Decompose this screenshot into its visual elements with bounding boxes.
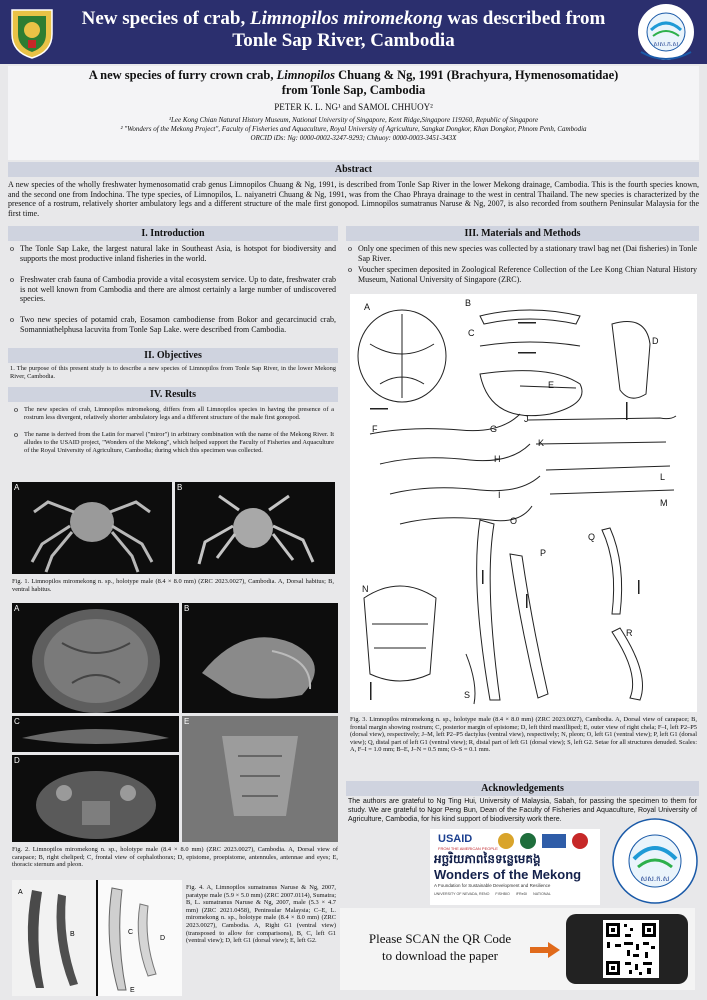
phone-frame	[566, 914, 688, 984]
fig2-photo-sternum: E	[182, 716, 338, 842]
fig3-caption: Fig. 3. Limnopilos miromekong n. sp., holotype male (8.4 × 8.0 mm) (ZRC 2023.0027), Cambodia. A, Dorsal view of carapace; B, frontal margin showing rostrum; C, posterior margin of epistome; D, left third maxilliped; E, outer view of right chela; F–I, left P2–P5 (dorsal view), respectively; J–M, left P2–P5 dactylus (ventral view), respectively; N, pleon; O, left G1 (ventral view); P, left G1 (dorsal view); Q, distal part of left G1 (ventral view); R, distal part of left G1 (dorsal view); S, left G2. Setae for all structures denuded. Scales: A, F–I = 1.0 mm; B–E, J–N = 0.5 mm; O–S = 0.1 mm.	[350, 716, 697, 754]
fig2-photo-cephalothorax: C	[12, 716, 179, 752]
fig3-label: Q	[588, 532, 596, 542]
svg-text:A: A	[18, 889, 23, 896]
fig1-photo-ventral: B	[175, 482, 335, 574]
crab-ventral-image	[175, 482, 335, 574]
fig3-label: N	[362, 584, 369, 594]
fig3-label: E	[548, 380, 555, 390]
methods-item: o Only one specimen of this new species was collected by a stationary trawl bag net (Dai fisheries) in Tonle Sap River.	[348, 244, 697, 263]
university-crest-icon	[6, 4, 58, 60]
acknowledgements-heading: Acknowledgements	[346, 781, 699, 796]
fig3-label: O	[510, 516, 518, 526]
intro-item: o The Tonle Sap Lake, the largest natural lake in Southeast Asia, is hotspot for biodiversity and supports the most productive inland fisheries in the world.	[10, 244, 336, 263]
fig3-label: I	[498, 490, 501, 500]
fig2-photo-cheliped: B	[182, 603, 338, 713]
svg-text:E: E	[130, 987, 135, 994]
objectives-heading: II. Objectives	[8, 348, 338, 363]
carapace-image	[12, 603, 179, 713]
qr-code-icon[interactable]	[603, 920, 659, 978]
sponsor-logos	[430, 829, 600, 905]
results-item: o The new species of crab, Limnopilos miromekong, differs from all Limnopilos species in having the presence of a rostrum less divergent, relatively shorter ambulatory legs and a different structure of the male first gonopod.	[14, 406, 334, 422]
fig3-label: B	[465, 298, 472, 308]
intro-item: o Two new species of potamid crab, Eosamon cambodiense from Bokor and gecarcinucid crab, Somanniathelphusa lacuvita from Tonle Sap Lake. were described from Cambodia.	[10, 315, 336, 334]
sternum-image	[182, 716, 338, 842]
fig3-label: G	[490, 424, 498, 434]
usaid-tagline: FROM THE AMERICAN PEOPLE	[438, 846, 498, 851]
fig3-label: H	[494, 454, 501, 464]
fig3-label: J	[524, 414, 529, 424]
fig4-caption: Fig. 4. A, Limnopilos sumatranus Naruse & Ng, 2007, paratype male (5.9 × 5.0 mm) (ZRC 2007.0114), Sumatra; B, L. sumatranus Naruse & Ng, 2007, male (5.3 × 4.7 mm) (ZRC 2021.0458), Peninsular Malaysia; C–E, L. miromekong n. sp., holotype male (8.4 × 8.0 mm) (ZRC 2023.0027), Cambodia. A, Right G1 (ventral view) (transposed to allow for comparisons), B, C, left G1 (ventral view); D, left G1 (dorsal view); E, left G2.	[186, 884, 336, 945]
title-banner	[0, 0, 707, 64]
cheliped-image	[182, 603, 338, 713]
abstract-heading: Abstract	[8, 162, 699, 177]
usaid-logo: USAID	[438, 833, 473, 845]
authors: PETER K. L. NG¹ and SAMOL CHHUOY²	[274, 102, 433, 112]
results-heading: IV. Results	[8, 387, 338, 402]
qr-download-panel	[340, 908, 695, 990]
fig3-label: S	[464, 690, 471, 700]
partner-names: UNIVERSITY OF NEVADA, RENO FISHBIO IFReDI NATIONAL	[434, 892, 551, 896]
partner-seals-icon	[494, 831, 594, 851]
affiliations: ¹Lee Kong Chian Natural History Museum, National University of Singapore, Kent Ridge,Singapore 119260, Republic of Singapore ² "Wonders of the Mekong Project", Faculty of Fisheries and Aquaculture, Royal University of Agriculture, Sangkat Dongkor, Khan Dongkor, Phnom Penh, Cambodia ORCID iDs: Ng: 0000-0002-3247-9293; Chhuoy: 0000-0003-3451-343X	[120, 116, 587, 142]
paper-header	[8, 66, 699, 160]
fig3-label: A	[364, 302, 371, 312]
paper-subtitle: A new species of furry crown crab, Limnopilos Chuang & Ng, 1991 (Brachyura, Hymenosomatidae) from Tonle Sap, Cambodia	[88, 68, 619, 97]
fig2-photo-carapace: A	[12, 603, 179, 713]
fig3-label: M	[660, 498, 668, 508]
wonders-logo: Wonders of the Mekong	[434, 867, 582, 882]
fig1-caption: Fig. 1. Limnopilos miromekong n. sp., holotype male (8.4 × 8.0 mm) (ZRC 2023.0027), Cambodia. A, Dorsal habitus; B, ventral habitus.	[12, 578, 334, 593]
svg-text:B: B	[70, 931, 75, 938]
khmer-title: អច្ឆរិយភាពនៃទន្លេមេគង្គ	[434, 852, 541, 866]
svg-text:សស.ក.ស: សស.ក.ស	[653, 41, 679, 48]
crab-dorsal-image	[12, 482, 172, 574]
gonopods-image	[12, 880, 182, 996]
qr-instruction: Please SCAN the QR Code to download the paper	[368, 931, 512, 963]
cephalothorax-image	[12, 716, 179, 752]
fig3-label: D	[652, 336, 659, 346]
introduction-heading: I. Introduction	[8, 226, 338, 241]
methods-heading: III. Materials and Methods	[346, 226, 699, 241]
fig3-label: F	[372, 424, 378, 434]
epistome-image	[12, 755, 179, 842]
fig3-label: C	[468, 328, 475, 338]
fig3-label: L	[660, 472, 666, 482]
crab-anatomy-drawings	[350, 294, 697, 712]
poster-title: New species of crab, Limnopilos miromekong was described from Tonle Sap River, Cambodia	[81, 8, 606, 51]
results-item: o The name is derived from the Latin for marvel ("miror") in arbitrary combination with the name of the Mekong River. It alludes to the USAID project, "Wonders of the Mekong", which helped support the Faculty of Fisheries and Aquaculture of the Royal University of Agriculture, Cambodia; during which this specimen was collected.	[14, 431, 334, 455]
svg-text:C: C	[128, 929, 134, 936]
fig3-label: K	[538, 438, 545, 448]
abstract-text: A new species of the wholly freshwater hymenosomatid crab genus Limnopilos Chuang & Ng, 1991, is described from Tonle Sap River in the lower Mekong drainage, Cambodia. This is the fourth species known, and the second one from Indochina. The type species, of Limnopilos, L. naiyanetri Chuang & Ng, 1991, was from the Chao Phraya drainage to the west in central Thailand. The new species is characterized by the presence of a rostrum, relatively shorter ambulatory legs and a different structure of the male first gonopod. Limnopilos sumatranus Naruse & Ng, 2007, is also recorded from southern Peninsular Malaysia for the first time.	[8, 180, 699, 218]
arrow-right-icon	[530, 942, 560, 958]
svg-text:D: D	[160, 935, 166, 942]
fig3-line-drawings	[350, 294, 697, 712]
faculty-fisheries-logo-icon	[631, 2, 701, 62]
wonders-tagline: A Foundation for Sustainable Development and Resilience	[434, 883, 551, 888]
acknowledgements-text: The authors are grateful to Ng Ting Hui, University of Malaysia, Sabah, for passing the specimen to them for study. We are grateful to Ngor Peng Bun, Dean of the Faculty of Fisheries and Aquaculture, Royal University of Agriculture, Cambodia, for his kind support of biodiversity work there.	[348, 798, 697, 823]
svg-text:សស.ក.ស: សស.ក.ស	[640, 875, 670, 883]
fig2-caption: Fig. 2. Limnopilos miromekong n. sp., holotype male (8.4 × 8.0 mm) (ZRC 2023.0027), Cambodia. A, Dorsal view of carapace; B, right cheliped; C, frontal view of cephalothorax; D, epistome, proepistome, antennules, antennae and eyes; E, thoracic sternum and pleon.	[12, 846, 338, 869]
fig3-label: P	[540, 548, 547, 558]
intro-item: o Freshwater crab fauna of Cambodia provide a vital ecosystem service. Up to date, freshwater crab is not well known from Cambodia and there are almost certainly a large number of undiscovered species.	[10, 275, 336, 304]
objectives-text: 1. The purpose of this present study is to describe a new species of Limnopilos from Tonle Sap River, in the lower Mekong River, Cambodia.	[10, 365, 336, 380]
fig1-photo-dorsal: A	[12, 482, 172, 574]
fig4-photo-gonopods	[12, 880, 182, 996]
fig3-label: R	[626, 628, 633, 638]
faculty-fisheries-large-logo-icon	[608, 817, 702, 905]
methods-item: o Voucher specimen deposited in Zoological Reference Collection of the Lee Kong Chian Natural History Museum, National University of Singapore (ZRC).	[348, 265, 697, 284]
fig2-photo-epistome: D	[12, 755, 179, 842]
